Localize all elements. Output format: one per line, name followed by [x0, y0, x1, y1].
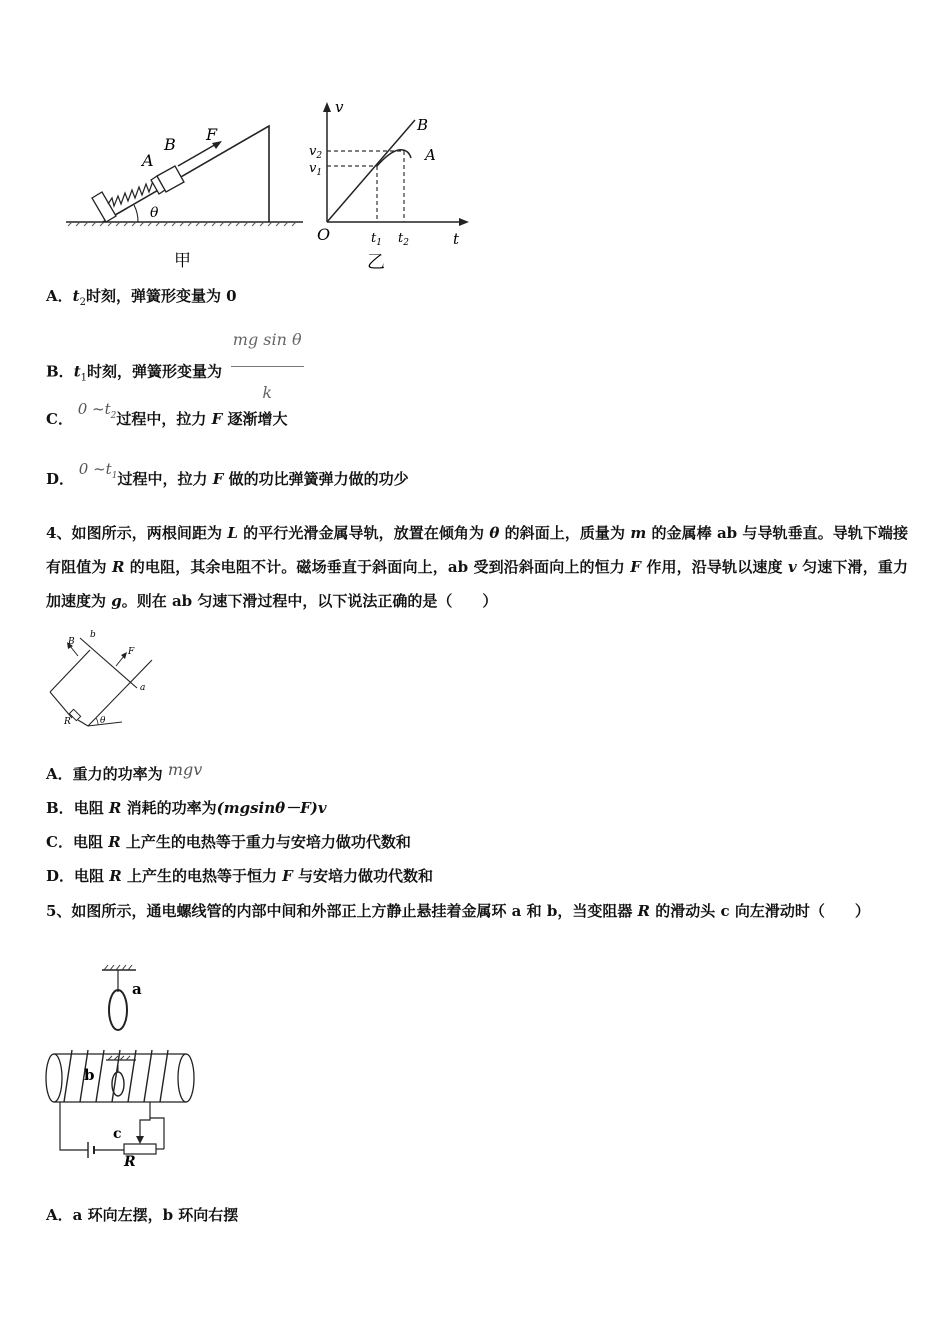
option-label: C． — [46, 410, 73, 428]
var-F: F — [282, 867, 293, 885]
option-text-2: 消耗的功率为 — [121, 799, 217, 817]
v2-label: $v_2$ — [309, 144, 323, 161]
fraction-mg-sin-theta-over-k — [231, 316, 304, 417]
range-formula: 0 $\sim t_2$ — [77, 400, 117, 421]
label-a: a — [132, 980, 142, 998]
label-theta: θ — [150, 205, 159, 221]
option-text: 电阻 — [72, 833, 109, 851]
var-sub: 1 — [80, 372, 87, 384]
caption-jia: 甲 — [174, 251, 191, 271]
figure-yi-vt-graph — [305, 98, 480, 276]
option-text: 时刻，弹簧形变量为 0 — [85, 287, 237, 305]
option-label: D． — [46, 470, 75, 488]
axis-v-label: v — [335, 98, 344, 116]
range-formula: 0 $\sim t_1$ — [78, 460, 118, 481]
t1-label: $t_1$ — [371, 231, 382, 248]
option-text-3: 与安培力做功代数和 — [292, 867, 434, 885]
option-text: 过程中，拉力 — [117, 470, 213, 488]
label-a: a — [140, 683, 146, 693]
q4-option-a[interactable] — [46, 760, 203, 784]
var-F: F — [212, 470, 224, 488]
var-t: t — [72, 287, 80, 305]
option-text: 重力的功率为 — [72, 765, 168, 783]
q3-option-c[interactable] — [46, 400, 288, 439]
q3-option-d[interactable] — [46, 460, 409, 499]
label-R: R — [64, 717, 71, 727]
var-F: F — [211, 410, 223, 428]
var-t: t — [73, 362, 81, 381]
curve-B-label: B — [417, 116, 429, 134]
origin-label: O — [317, 225, 331, 244]
option-label: D． — [46, 867, 75, 885]
option-text: 过程中，拉力 — [116, 410, 212, 428]
option-text: 时刻，弹簧形变量为 — [87, 362, 223, 381]
var-sub: 2 — [79, 297, 86, 308]
label-R: R — [124, 1154, 136, 1170]
label-A: A — [142, 151, 154, 170]
fraction-denominator: k — [262, 383, 273, 402]
label-F: F — [128, 647, 135, 657]
v1-label: $v_1$ — [309, 161, 323, 178]
option-text: 电阻 — [74, 867, 110, 885]
label-b: b — [84, 1066, 95, 1084]
label-b: b — [90, 630, 96, 640]
label-F: F — [206, 125, 218, 144]
var-R: R — [108, 833, 121, 851]
q4-option-b[interactable] — [46, 798, 327, 818]
option-text: 电阻 — [73, 799, 109, 817]
q5-option-a[interactable] — [46, 1205, 238, 1225]
option-text-2: 逐渐增大 — [222, 410, 288, 428]
label-theta: θ — [100, 716, 106, 726]
axis-t-label: t — [453, 230, 460, 248]
option-label: A． — [46, 765, 73, 783]
option-label: A． — [46, 1206, 73, 1224]
t2-label: $t_2$ — [398, 231, 409, 248]
option-text-2: 上产生的电热等于恒力 — [121, 867, 283, 885]
formula-mgv: mgv — [167, 760, 203, 779]
option-label: A． — [46, 287, 73, 305]
curve-A-label: A — [425, 146, 436, 164]
label-c: c — [113, 1126, 122, 1142]
var-R: R — [109, 867, 122, 885]
option-text-2: 上产生的电热等于重力与安培力做功代数和 — [120, 833, 411, 851]
option-label: B． — [46, 362, 74, 381]
q5-figure-solenoid — [40, 962, 200, 1172]
figure-jia-incline — [58, 118, 308, 278]
q4-option-d[interactable] — [46, 866, 433, 886]
option-text-2: 做的功比弹簧弹力做的功少 — [223, 470, 409, 488]
q4-figure-rails — [42, 626, 162, 736]
formula-power: (mgsinθ－F)v — [216, 799, 327, 817]
q3-option-a[interactable] — [46, 286, 237, 313]
option-label: C． — [46, 833, 73, 851]
option-label: B． — [46, 799, 74, 817]
caption-yi: 乙 — [367, 252, 385, 273]
q4-option-c[interactable] — [46, 832, 411, 852]
option-text: a 环向左摆，b 环向右摆 — [72, 1206, 239, 1224]
fraction-numerator: mg sin θ — [231, 316, 304, 367]
var-R: R — [108, 799, 122, 817]
q4-stem: 4、如图所示，两根间距为 L 的平行光滑金属导轨，放置在倾角为 θ 的斜面上，质量为 m 的金属棒 ab 与导轨垂直。导轨下端接有阻值为 R 的电阻，其余电阻不计。磁场垂直于斜面向上，ab 受到沿斜面向上的恒力 F 作用，沿导轨以速度 v 匀速下滑，重力加速度为 g。则在 ab 匀速下滑过程中，以下说法正确的是（ ） — [46, 524, 908, 610]
label-B: B — [164, 135, 176, 154]
label-B: B — [68, 637, 75, 647]
q5-stem: 5、如图所示，通电螺线管的内部中间和外部正上方静止悬挂着金属环 a 和 b，当变阻器 R 的滑动头 c 向左滑动时（ ） — [46, 902, 870, 920]
